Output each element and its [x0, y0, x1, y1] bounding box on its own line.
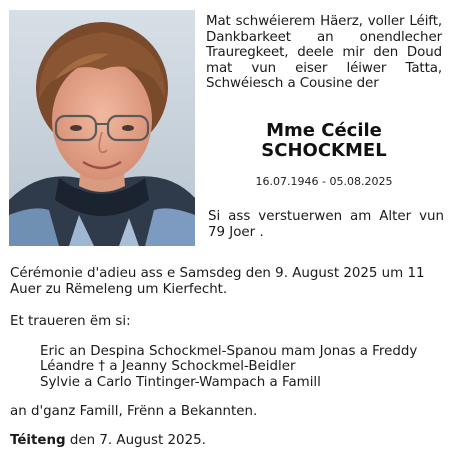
ceremony-text: Cérémonie d'adieu ass e Samsdeg den 9. August 2025 um 11 Auer zu Rëmeleng um Kierfecht.	[10, 266, 425, 297]
family-list	[40, 344, 445, 390]
portrait-photo	[9, 10, 195, 246]
intro-text: Mat schwéierem Häerz, voller Léift, Dankbarkeet an onendlecher Trauregkeet, deele mir den Doud mat vun eiser léiwer Tatta, Schwéiesch a Cousine der	[206, 14, 442, 92]
life-dates: 16.07.1946 - 05.08.2025	[255, 175, 393, 188]
age-text: Si ass verstuerwen am Alter vun 79 Joer .	[208, 209, 444, 240]
date-text: den 7. August 2025.	[65, 433, 206, 448]
deceased-name: Mme Cécile	[266, 120, 382, 141]
family-line: Léandre † a Jeanny Schockmel-Beidler	[40, 359, 296, 375]
family-line: Sylvie a Carlo Tintinger-Wampach a Famill	[40, 374, 321, 390]
place-name: Téiteng	[10, 433, 66, 448]
deceased-surname: SCHOCKMEL	[261, 140, 387, 161]
family-line: Eric an Despina Schockmel-Spanou mam Jonas a Freddy	[40, 344, 418, 359]
place-date	[10, 433, 206, 449]
friends-text: an d'ganz Famill, Frënn a Bekannten.	[10, 404, 258, 419]
mourners-intro: Et traueren ëm si:	[10, 314, 131, 329]
